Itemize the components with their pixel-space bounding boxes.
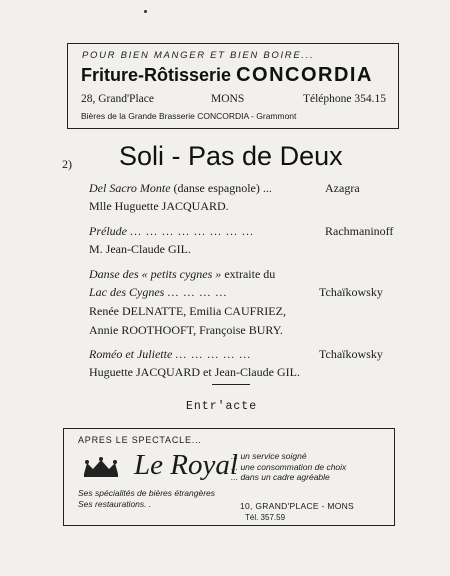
leader-dots: ... ... ... ...	[167, 285, 228, 299]
service-item: ... une consommation de choix	[231, 461, 347, 472]
performers: Annie ROOTHOOFT, Françoise BURY.	[89, 323, 283, 337]
programme-item-3	[89, 267, 275, 282]
le-royal-advert	[63, 428, 395, 526]
performers: Huguette JACQUARD et Jean-Claude GIL.	[89, 365, 300, 379]
advert-heading: APRES LE SPECTACLE...	[78, 435, 202, 445]
programme-title: Soli - Pas de Deux	[119, 141, 343, 171]
service-item: ... dans un cadre agréable	[231, 472, 330, 482]
performers: M. Jean-Claude GIL.	[89, 242, 191, 256]
composer: Tchaïkowsky	[319, 285, 383, 299]
service-item: ... un service soigné	[231, 451, 307, 461]
services-list	[231, 451, 346, 483]
composer: Tchaïkowsky	[319, 347, 383, 361]
advert-phone: Téléphone 354.15	[302, 93, 386, 105]
composer: Rachmaninoff	[325, 224, 394, 238]
advert-brand	[81, 64, 373, 87]
advert-city: MONS	[211, 93, 245, 105]
programme-number: 2)	[62, 157, 72, 171]
sub-piece-line	[89, 285, 227, 300]
le-royal-phone: Tél. 357.59	[245, 513, 286, 522]
programme-item-2	[89, 224, 254, 239]
piece-title: Del Sacro Monte	[89, 181, 171, 195]
leader-dots: ... ... ... ... ... ... ... ...	[130, 224, 254, 238]
specialties	[78, 488, 215, 509]
performers: Mlle Huguette JACQUARD.	[89, 199, 229, 213]
crown-icon	[82, 457, 120, 477]
leader-dots: ... ... ... ... ...	[175, 347, 252, 361]
piece-note: extraite du	[224, 267, 276, 281]
piece-note: (danse espagnole) ...	[173, 181, 272, 195]
le-royal-logo: Le Royal	[134, 449, 238, 481]
brand-prefix: Friture-Rôtisserie	[81, 65, 232, 85]
advert-address-line	[81, 93, 386, 105]
specialty-line: Ses restaurations. .	[78, 498, 152, 509]
ink-dot	[144, 10, 147, 13]
sub-piece-title: Lac des Cygnes	[89, 285, 165, 299]
advert-tagline: POUR BIEN MANGER ET BIEN BOIRE...	[82, 50, 315, 61]
le-royal-address: 10, GRAND'PLACE - MONS	[240, 501, 355, 511]
advert-beers: Bières de la Grande Brasserie CONCORDIA - Grammont	[81, 111, 297, 121]
divider	[212, 384, 250, 385]
composer: Azagra	[325, 181, 360, 195]
piece-title: Roméo et Juliette	[89, 347, 173, 361]
concordia-advert	[67, 43, 399, 129]
interval-label: Entr'acte	[186, 400, 258, 413]
programme-item-1	[89, 181, 272, 196]
advert-address: 28, Grand'Place	[81, 93, 154, 105]
piece-title: Prélude	[89, 224, 127, 238]
programme-item-4	[89, 347, 251, 362]
specialty-line: Ses spécialités de bières étrangères	[78, 488, 216, 498]
performers: Renée DELNATTE, Emilia CAUFRIEZ,	[89, 304, 286, 318]
brand-name: CONCORDIA	[236, 64, 373, 86]
piece-title: Danse des « petits cygnes »	[89, 267, 222, 281]
